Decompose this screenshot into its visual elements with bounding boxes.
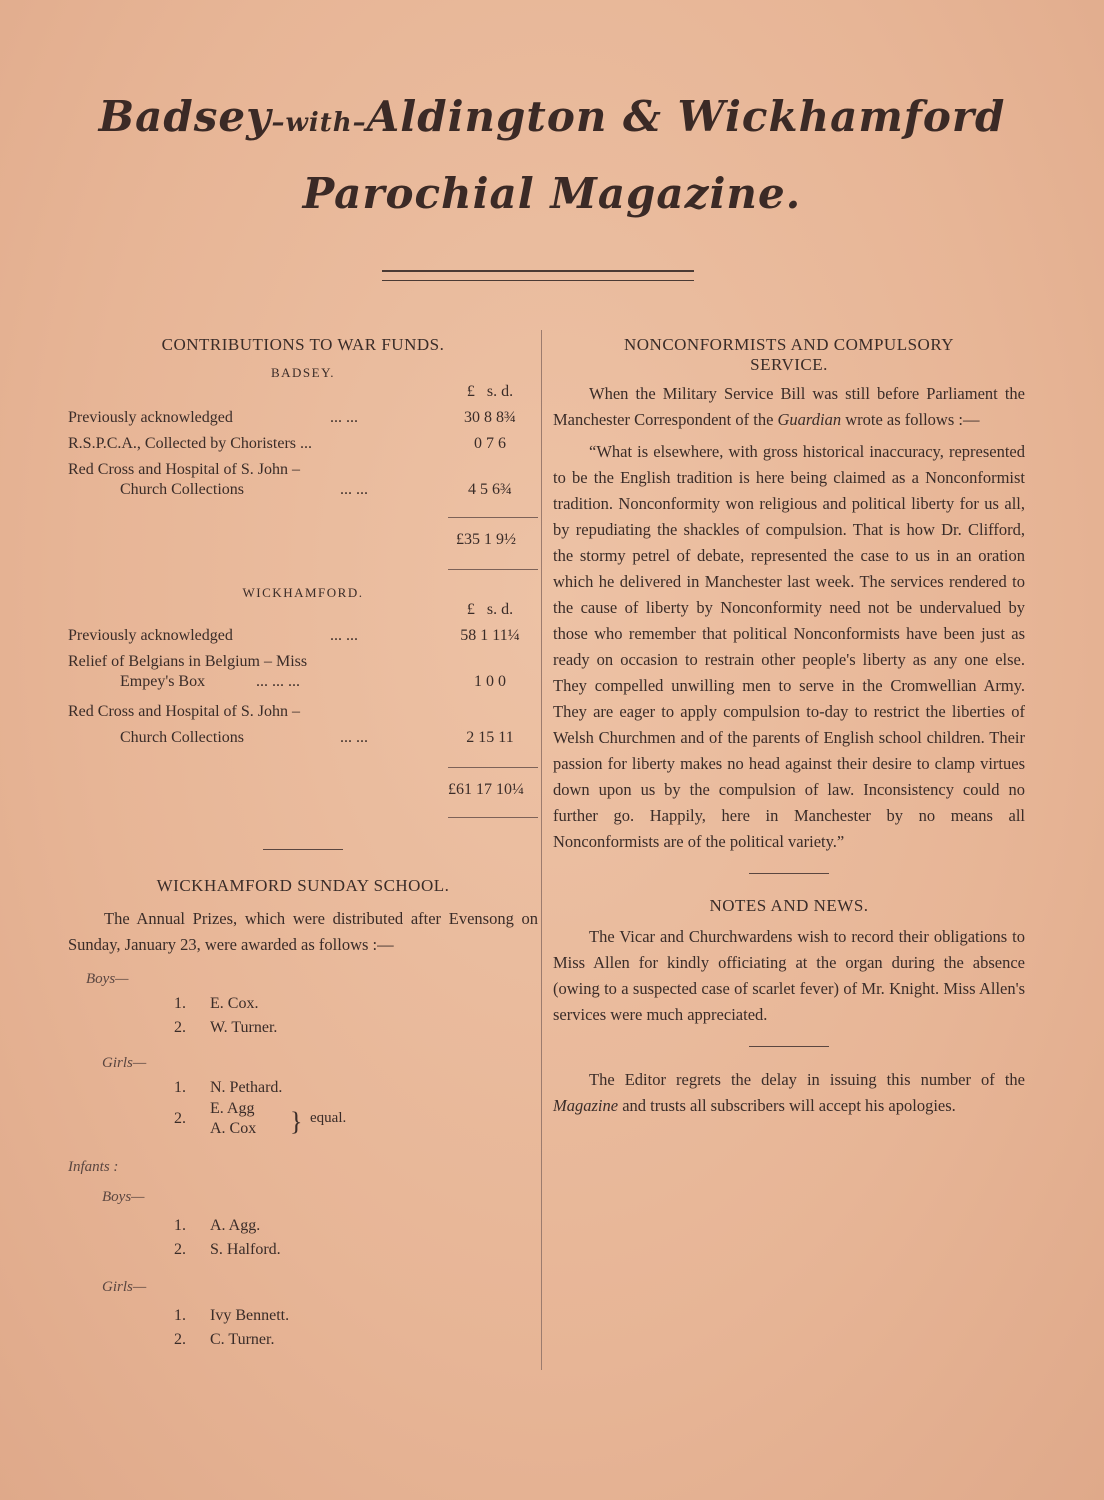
spacer [553, 855, 1025, 873]
prize-name: A. Agg. [210, 1217, 261, 1234]
badsey-rule-wrap-2 [68, 559, 538, 581]
badsey-total-rule [448, 569, 538, 570]
pound-header: £ [466, 601, 475, 618]
badsey-currency-header [68, 383, 538, 405]
prize-number: 2. [174, 1331, 186, 1348]
prize-name: A. Cox [210, 1120, 257, 1137]
badsey-heading: BADSEY. [270, 365, 336, 380]
row-dots: ... ... ... [256, 673, 300, 690]
prize-number: 1. [174, 1307, 186, 1324]
wickhamford-row-5 [68, 725, 538, 751]
row-amount: 58 1 11¼ [460, 627, 520, 644]
prize-name: N. Pethard. [210, 1079, 283, 1096]
row-amount: 2 15 11 [466, 729, 514, 746]
badsey-subtotal-rule [448, 517, 538, 518]
pence-header: d. [501, 383, 514, 400]
war-funds-title: CONTRIBUTIONS TO WAR FUNDS. [161, 335, 445, 354]
pence-header: d. [501, 601, 514, 618]
badsey-row-2 [68, 431, 538, 457]
row-label: Red Cross and Hospital of S. John – [68, 703, 300, 720]
prize-name: E. Cox. [210, 995, 259, 1012]
wickhamford-total-amount: £61 17 10¼ [448, 781, 524, 798]
prize-row [68, 1214, 538, 1238]
intro-text-end: wrote as follows :— [841, 410, 980, 429]
spacer [68, 827, 538, 849]
row-dots: ... ... [340, 481, 368, 498]
wickhamford-row-4 [68, 699, 538, 725]
badsey-row-1 [68, 405, 538, 431]
editor-text-end: and trusts all subscribers will accept his apologies. [618, 1096, 956, 1115]
shilling-header: s. [486, 601, 498, 618]
notes-paragraph-2 [553, 1067, 1025, 1119]
badsey-rule-wrap [68, 503, 538, 525]
row-label: Previously acknowledged [68, 409, 233, 426]
nonconformists-intro [553, 381, 1025, 433]
wickhamford-rule-wrap-2 [68, 809, 538, 827]
prize-row [68, 1076, 538, 1100]
infants-label: Infants : [68, 1159, 119, 1175]
editor-text: The Editor regrets the delay in issuing this number of the [589, 1070, 1025, 1089]
prize-name: W. Turner. [210, 1019, 278, 1036]
prize-number: 1. [174, 1217, 186, 1234]
row-label: Relief of Belgians in Belgium – Miss [68, 653, 308, 670]
nonconformists-quote: “What is elsewhere, with gross historical inaccuracy, represented to be the English tradition is here being claimed as a Nonconformist tradition. Nonconformity won religious and political liberty for us all, by repudiating the shackles of compulsion. That is how Dr. Clifford, the stormy petrel of debate, represented the case to us in an oration which he delivered in Manchester last week. The services rendered to the cause of liberty by Nonconformity need not be undervalued by those who remember that political Nonconformists have been just as ready on occasion to restrain other people's liberty as any one else. They compelled unwilling men to serve in the Cromwellian Army. They are eager to apply compulsion to-day to restrict the liberties of Welsh Churchmen and of the parents of English school children. Their passion for liberty makes no head against their desire to clamp virtues down upon us by the compulsion of law. Inconsistency could no further go. Happily, here in Manchester by no means all Nonconformists are of the political variety.” [553, 442, 1025, 851]
sunday-school-title: WICKHAMFORD SUNDAY SCHOOL. [156, 876, 450, 895]
prize-number: 1. [174, 995, 186, 1012]
wickhamford-row-1 [68, 623, 538, 649]
brace-symbol: } [290, 1107, 303, 1136]
wickhamford-subtotal-rule [448, 767, 538, 768]
row-label: Empey's Box [120, 673, 206, 690]
badsey-total [68, 531, 538, 559]
wickhamford-currency-header [68, 601, 538, 623]
prize-number: 1. [174, 1079, 186, 1096]
masthead-double-rule [382, 270, 694, 281]
row-dots: ... ... [330, 627, 358, 644]
masthead-aldington-wickhamford: Aldington & Wickhamford [366, 92, 1006, 141]
shilling-header: s. [486, 383, 498, 400]
wickhamford-rule-wrap [68, 751, 538, 773]
prize-row [68, 1328, 538, 1352]
nonconformists-title-line-1: NONCONFORMISTS AND COMPULSORY [623, 335, 954, 354]
boys-label: Boys— [86, 971, 129, 987]
row-dots: ... ... [340, 729, 368, 746]
section-separator [749, 1046, 829, 1047]
notes-title: NOTES AND NEWS. [709, 896, 869, 915]
prize-name: E. Agg [210, 1100, 255, 1117]
tie-note: equal. [310, 1110, 347, 1126]
prize-name: Ivy Bennett. [210, 1307, 290, 1324]
row-amount: 4 5 6¾ [468, 481, 512, 498]
prize-tie-group [68, 1100, 538, 1146]
row-amount: 1 0 0 [474, 673, 506, 690]
intro-text: When the Military Service Bill was still before Parliament the Manchester Correspondent of the [553, 384, 1025, 429]
row-dots: ... ... [330, 409, 358, 426]
prize-row [68, 992, 538, 1016]
badsey-row-4 [68, 477, 538, 503]
section-separator [749, 873, 829, 874]
prize-number: 2. [174, 1110, 186, 1127]
left-column [68, 335, 538, 1352]
row-amount: 0 7 6 [474, 435, 506, 452]
row-label: Red Cross and Hospital of S. John – [68, 461, 300, 478]
row-label: Previously acknowledged [68, 627, 233, 644]
prize-row [68, 1238, 538, 1262]
row-label: Church Collections [120, 481, 244, 498]
nonconformists-title [553, 335, 1025, 375]
column-divider [541, 330, 542, 1370]
wickhamford-total [68, 781, 538, 809]
magazine-title: Magazine [553, 1096, 619, 1115]
sunday-school-intro: The Annual Prizes, which were distributed after Evensong on Sunday, January 23, were awarded as follows :— [68, 909, 538, 954]
prize-name: C. Turner. [210, 1331, 275, 1348]
notes-paragraph-1: The Vicar and Churchwardens wish to record their obligations to Miss Allen for kindly officiating at the organ during the absence (owing to a suspected case of scarlet fever) of Mr. Knight. Miss Allen's services were much appreciated. [553, 927, 1025, 1024]
masthead-line-2: Parochial Magazine. [302, 169, 802, 218]
wickhamford-heading: WICKHAMFORD. [242, 585, 364, 600]
section-separator [263, 849, 343, 850]
right-column [553, 335, 1025, 1119]
prize-name: S. Halford. [210, 1241, 281, 1258]
nonconformists-title-line-2: SERVICE. [750, 355, 828, 374]
masthead-with: –with– [271, 108, 367, 138]
prize-number: 2. [174, 1241, 186, 1258]
masthead [40, 92, 1064, 218]
masthead-badsey: Badsey [98, 92, 272, 141]
prize-number: 2. [174, 1019, 186, 1036]
row-amount: 30 8 8¾ [464, 409, 516, 426]
row-label: Church Collections [120, 729, 244, 746]
masthead-line-1 [40, 92, 1064, 141]
guardian-title: Guardian [777, 410, 842, 429]
spacer [553, 1028, 1025, 1046]
wickhamford-row-3 [68, 669, 538, 695]
pound-header: £ [466, 383, 475, 400]
prize-row [68, 1304, 538, 1328]
badsey-total-amount: £35 1 9½ [456, 531, 516, 548]
prize-row [68, 1016, 538, 1040]
girls-label: Girls— [102, 1055, 147, 1071]
infant-girls-label: Girls— [102, 1279, 147, 1295]
row-label: R.S.P.C.A., Collected by Choristers ... [68, 435, 313, 452]
infant-boys-label: Boys— [102, 1189, 145, 1205]
wickhamford-total-rule [448, 817, 538, 818]
